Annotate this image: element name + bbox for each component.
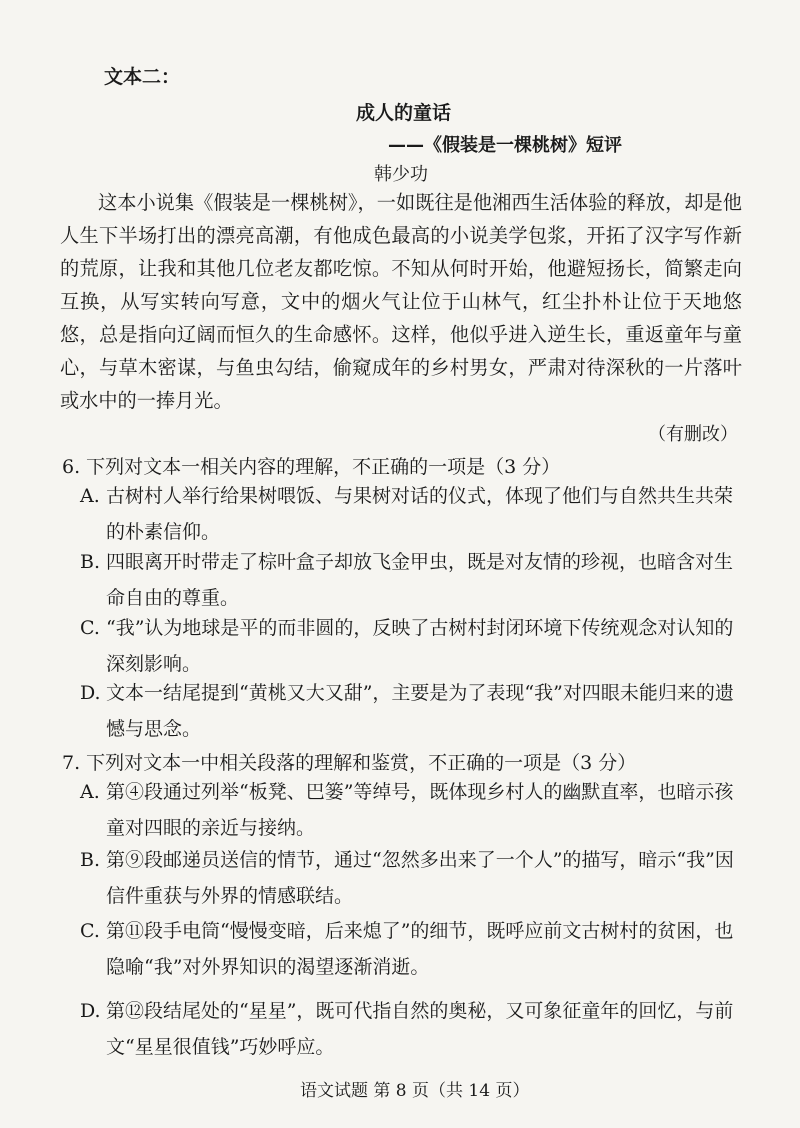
option-text: 第⑫段结尾处的“星星”，既可代指自然的奥秘，又可象征童年的回忆，与前文“星星很值钱”巧妙呼应。 xyxy=(106,1000,734,1058)
article-author: 韩少功 xyxy=(374,164,428,185)
option-text: 四眼离开时带走了棕叶盒子却放飞金甲虫，既是对友情的珍视，也暗含对生命自由的尊重。 xyxy=(106,551,734,609)
option-text: 文本一结尾提到“黄桃又大又甜”，主要是为了表现“我”对四眼未能归来的遗憾与思念。 xyxy=(106,682,734,740)
option-label: C. xyxy=(80,920,100,942)
option-text: 第⑪段手电筒“慢慢变暗，后来熄了”的细节，既呼应前文古树村的贫困，也隐喻“我”对外界知识的渴望逐渐消逝。 xyxy=(106,920,734,978)
article-body: 这本小说集《假装是一棵桃树》，一如既往是他湘西生活体验的释放，却是他人生下半场打出的漂亮高潮，有他成色最高的小说美学包浆，开拓了汉字写作新的荒原，让我和其他几位老友都吃惊。不知从何时开始，他避短扬长，简繁走向互换，从写实转向写意，文中的烟火气让位于山林气，红尘扑朴让位于天地悠悠，总是指向辽阔而恒久的生命感怀。这样，他似乎进入逆生长，重返童年与童心，与草木密谋，与鱼虫勾结，偷窥成年的乡村男女，严肃对待深秋的一片落叶或水中的一捧月光。 xyxy=(60,191,742,412)
question-6-stem: 6. 下列对文本一相关内容的理解，不正确的一项是（3 分） xyxy=(62,456,561,478)
option-text: 第④段通过列举“板凳、巴篓”等绰号，既体现乡村人的幽默直率，也暗示孩童对四眼的亲近与接纳。 xyxy=(106,781,734,839)
article-subtitle: ——《假装是一棵桃树》短评 xyxy=(388,135,622,156)
option-label: A. xyxy=(80,485,100,507)
question-6-option-b xyxy=(80,544,742,616)
option-label: B. xyxy=(80,551,101,573)
question-6-option-c xyxy=(80,610,742,682)
question-7-stem: 7. 下列对文本一中相关段落的理解和鉴赏，不正确的一项是（3 分） xyxy=(62,752,637,774)
option-text: 古树村人举行给果树喂饭、与果树对话的仪式，体现了他们与自然共生共荣的朴素信仰。 xyxy=(106,485,734,543)
question-7-option-b xyxy=(80,842,742,914)
option-text: 第⑨段邮递员送信的情节，通过“忽然多出来了一个人”的描写，暗示“我”因信件重获与外界的情感联结。 xyxy=(106,849,734,907)
option-label: D. xyxy=(80,682,101,704)
section-label: 文本二： xyxy=(104,66,181,88)
option-label: B. xyxy=(80,849,101,871)
option-label: C. xyxy=(80,617,100,639)
edit-note: （有删改） xyxy=(648,424,738,445)
option-label: A. xyxy=(80,781,100,803)
page-footer: 语文试题 第 8 页（共 14 页） xyxy=(300,1081,530,1101)
question-6-option-a xyxy=(80,478,742,550)
question-6-option-d xyxy=(80,675,742,747)
article-title: 成人的童话 xyxy=(356,102,452,124)
option-label: D. xyxy=(80,1000,101,1022)
option-text: “我”认为地球是平的而非圆的，反映了古树村封闭环境下传统观念对认知的深刻影响。 xyxy=(106,617,734,675)
question-7-option-d xyxy=(80,993,742,1065)
question-7-option-a xyxy=(80,774,742,846)
question-7-option-c xyxy=(80,913,742,985)
